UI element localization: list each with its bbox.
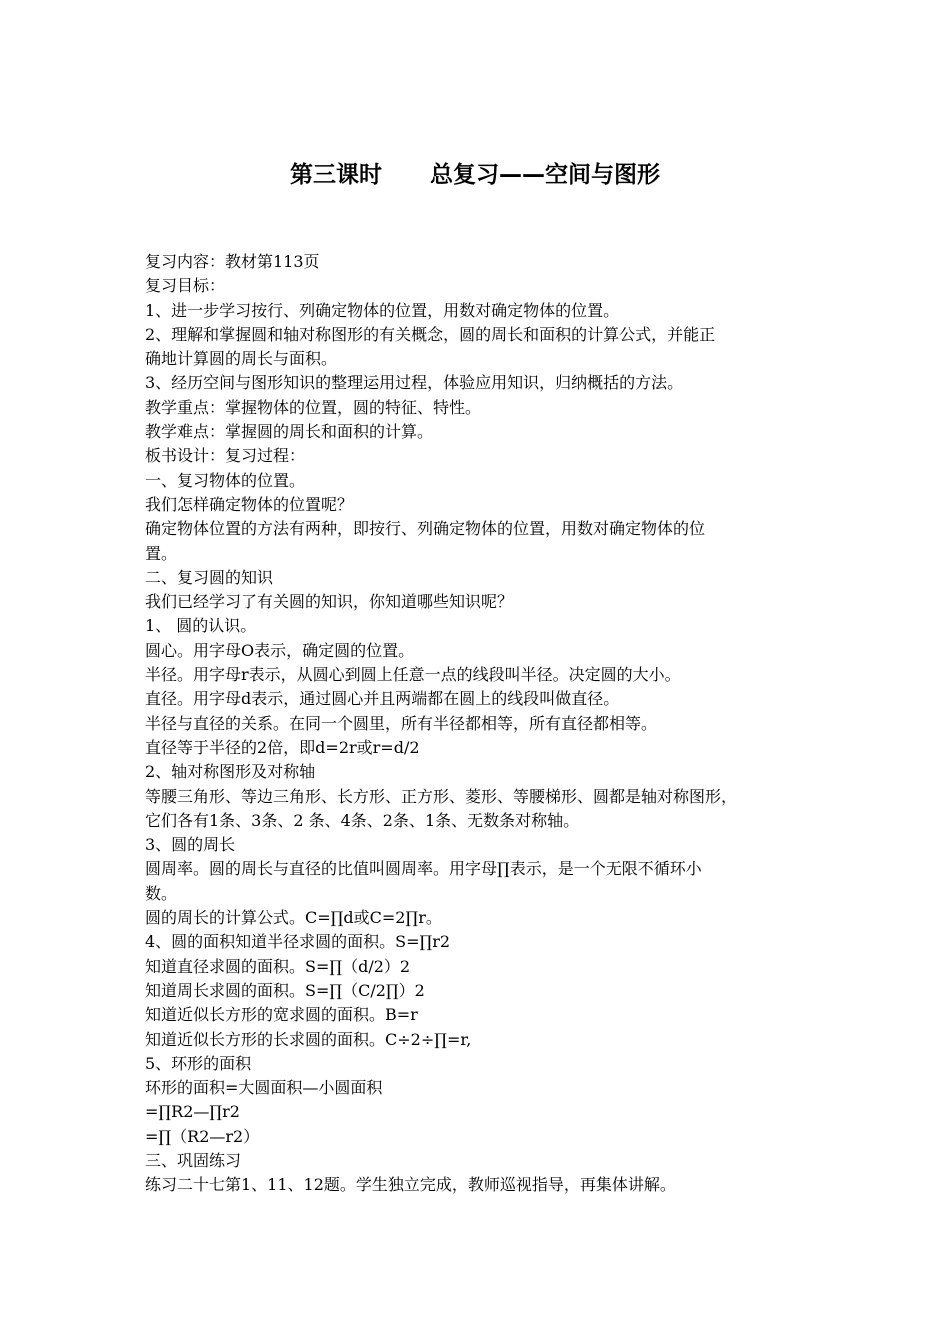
text-line: 我们怎样确定物体的位置呢？: [145, 494, 354, 514]
text-line: 圆的周长的计算公式。C=∏d或C=2∏r。: [145, 908, 442, 928]
text-line: 圆心。用字母O表示，确定圆的位置。: [145, 640, 415, 660]
text-line: 1、进一步学习按行、列确定物体的位置，用数对确定物体的位置。: [145, 300, 620, 320]
text-line: 圆周率。圆的周长与直径的比值叫圆周率。用字母∏表示，是一个无限不循环小: [145, 859, 702, 879]
text-line: 3、经历空间与图形知识的整理运用过程，体验应用知识，归纳概括的方法。: [145, 373, 684, 393]
text-line: 2、轴对称图形及对称轴: [145, 762, 316, 782]
text-line: 它们各有1条、3条、2 条、4条、2条、1条、无数条对称轴。: [145, 810, 580, 830]
text-line: 知道直径求圆的面积。S=∏（d/2）2: [145, 956, 411, 976]
text-line: 板书设计：复习过程：: [145, 446, 306, 466]
text-line: 确地计算圆的周长与面积。: [145, 349, 338, 369]
text-line: 数。: [145, 883, 178, 903]
text-line: =∏（R2—r2）: [145, 1126, 260, 1146]
text-line: 复习内容：教材第113页: [145, 252, 320, 271]
text-line: =∏R2—∏r2: [145, 1102, 240, 1122]
text-line: 复习目标：: [145, 276, 226, 296]
text-line: 一、复习物体的位置。: [145, 470, 306, 490]
text-line: 知道近似长方形的长求圆的面积。C÷2÷∏=r,: [145, 1029, 472, 1049]
document-body: [145, 250, 810, 1198]
text-line: 确定物体位置的方法有两种，即按行、列确定物体的位置，用数对确定物体的位: [145, 519, 706, 539]
text-line: 半径与直径的关系。在同一个圆里，所有半径都相等，所有直径都相等。: [145, 713, 658, 733]
text-line: 练习二十七第1、11、12题。学生独立完成，教师巡视指导，再集体讲解。: [145, 1175, 676, 1195]
text-line: 教学重点：掌握物体的位置，圆的特征、特性。: [145, 397, 482, 417]
text-line: 3、圆的周长: [145, 835, 236, 855]
text-line: 半径。用字母r表示，从圆心到圆上任意一点的线段叫半径。决定圆的大小。: [145, 665, 681, 685]
text-line: 置。: [145, 543, 178, 563]
text-line: 教学难点：掌握圆的周长和面积的计算。: [145, 422, 434, 442]
text-line: 我们已经学习了有关圆的知识，你知道哪些知识呢？: [145, 592, 514, 612]
text-line: 直径等于半径的2倍，即d=2r或r=d/2: [145, 737, 420, 757]
text-line: 二、复习圆的知识: [145, 567, 274, 587]
text-line: 等腰三角形、等边三角形、长方形、正方形、菱形、等腰梯形、圆都是轴对称图形，: [145, 786, 738, 806]
text-line: 环形的面积=大圆面积—小圆面积: [145, 1078, 383, 1098]
text-line: 5、环形的面积: [145, 1053, 252, 1073]
text-line: 4、圆的面积知道半径求圆的面积。S=∏r2: [145, 932, 451, 952]
text-line: 2、理解和掌握圆和轴对称图形的有关概念，圆的周长和面积的计算公式，并能正: [145, 324, 716, 344]
text-line: 1、 圆的认识。: [145, 616, 257, 636]
text-line: 知道近似长方形的宽求圆的面积。B=r: [145, 1005, 418, 1025]
text-line: 三、巩固练习: [145, 1150, 242, 1170]
text-line: 直径。用字母d表示，通过圆心并且两端都在圆上的线段叫做直径。: [145, 689, 620, 709]
document-title: 第三课时 总复习——空间与图形: [289, 162, 661, 188]
text-line: 知道周长求圆的面积。S=∏（C/2∏）2: [145, 980, 425, 1000]
